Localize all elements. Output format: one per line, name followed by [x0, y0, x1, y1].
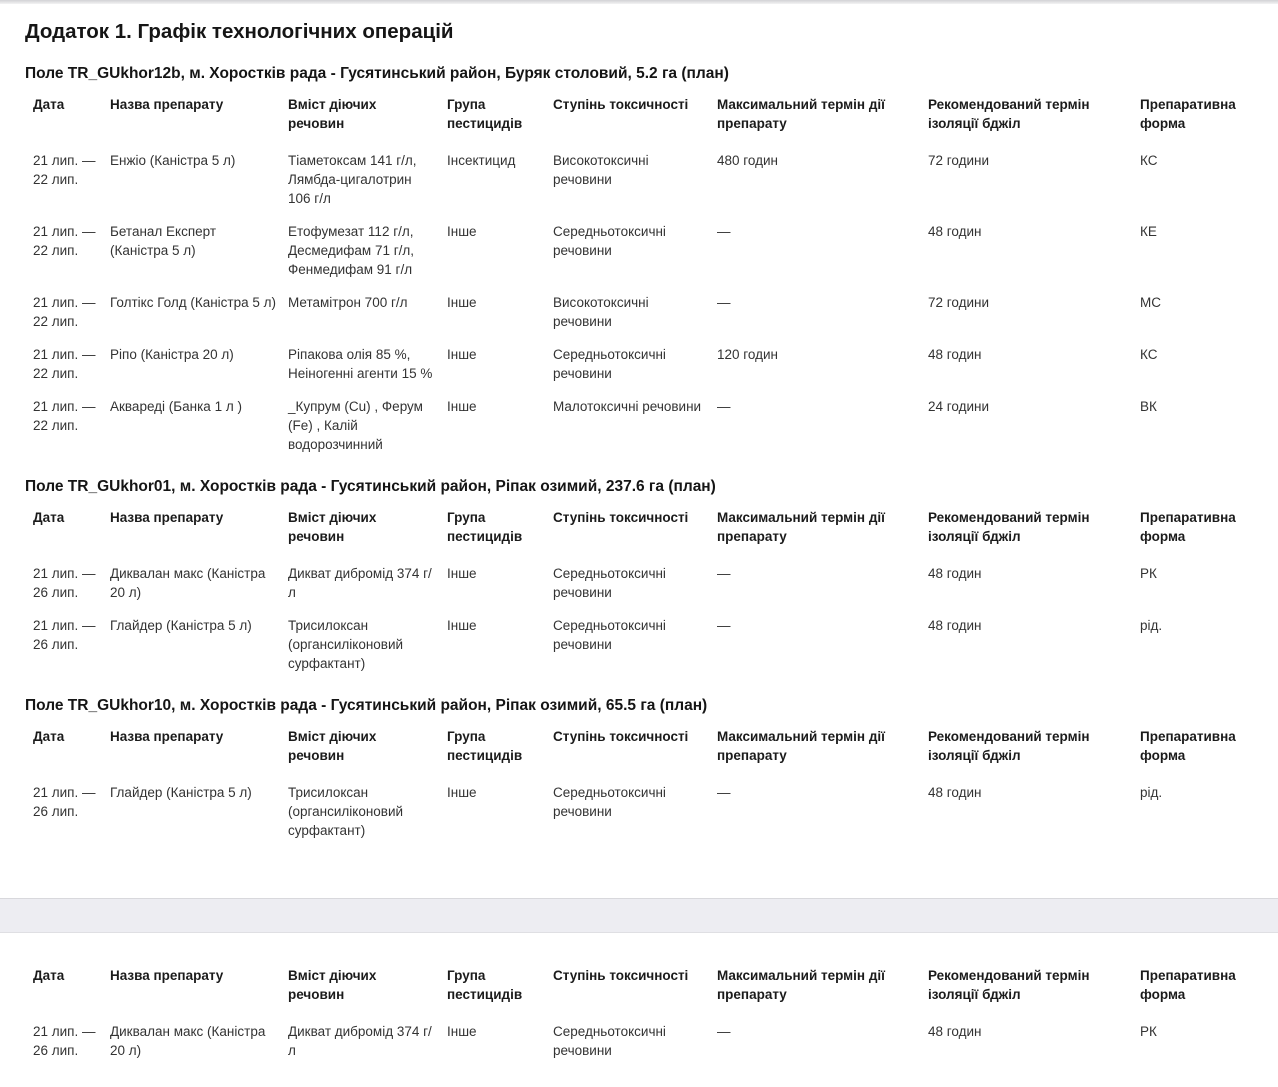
column-header: Назва препарату — [110, 968, 224, 983]
column-header: Дата — [33, 968, 65, 983]
table-cell: Тіаметоксам 141 г/л, Лямбда-цигалотрин 106 г/л — [288, 153, 417, 206]
column-header: Максимальний термін дії препарату — [717, 968, 885, 1002]
table-cell: 48 годин — [928, 347, 982, 362]
document-page-2 — [0, 933, 1278, 1087]
table-cell: Аквареді (Банка 1 л ) — [110, 399, 242, 414]
table-cell: КС — [1140, 153, 1158, 168]
column-header: Назва препарату — [110, 729, 224, 744]
field-section-title: Поле TR_GUkhor01, м. Хоростків рада - Гусятинський район, Ріпак озимий, 237.6 га (план) — [25, 478, 716, 495]
table-cell: Глайдер (Каністра 5 л) — [110, 785, 252, 800]
table-cell: Інше — [447, 566, 477, 581]
table-cell: Бетанал Експерт (Каністра 5 л) — [110, 224, 217, 258]
table-cell: Трисилоксан (органсиліконовий сурфактант) — [288, 785, 404, 838]
table-cell: КС — [1140, 347, 1158, 362]
table-cell: РК — [1140, 566, 1157, 581]
table-cell: Метамітрон 700 г/л — [288, 295, 408, 310]
table-cell: Середньотоксичні речовини — [553, 566, 666, 600]
page-break-gap — [0, 898, 1278, 933]
table-cell: рід. — [1140, 618, 1163, 633]
table-cell: Інше — [447, 347, 477, 362]
column-header: Дата — [33, 510, 65, 525]
table-cell: 480 годин — [717, 153, 778, 168]
table-cell: Дикват дибромід 374 г/л — [288, 1024, 432, 1058]
column-header: Максимальний термін дії препарату — [717, 97, 885, 131]
field-section-title: Поле TR_GUkhor12b, м. Хоростків рада - Гусятинський район, Буряк столовий, 5.2 га (план) — [25, 65, 729, 82]
table-cell: Інше — [447, 1024, 477, 1039]
table-cell: Високотоксичні речовини — [553, 295, 649, 329]
table-cell: — — [717, 295, 731, 310]
table-row — [33, 609, 1250, 680]
table-cell: 48 годин — [928, 1024, 982, 1039]
table-cell: Інсектицид — [447, 153, 516, 168]
table-cell: МС — [1140, 295, 1161, 310]
table-cell: Трисилоксан (органсиліконовий сурфактант) — [288, 618, 404, 671]
table-cell: Середньотоксичні речовини — [553, 224, 666, 258]
table-header-row — [33, 727, 1250, 776]
table-row — [33, 1015, 1250, 1067]
column-header: Група пестицидів — [447, 510, 523, 544]
column-header: Вміст діючих речовин — [288, 97, 377, 131]
table-cell: Енжіо (Каністра 5 л) — [110, 153, 236, 168]
column-header: Максимальний термін дії препарату — [717, 510, 885, 544]
table-header-row — [33, 95, 1250, 144]
column-header: Вміст діючих речовин — [288, 729, 377, 763]
table-header-row — [33, 966, 1250, 1015]
table-cell: Середньотоксичні речовини — [553, 618, 666, 652]
table-cell: Диквалан макс (Каністра 20 л) — [110, 566, 266, 600]
table-cell: 48 годин — [928, 785, 982, 800]
table-row — [33, 286, 1250, 338]
column-header: Максимальний термін дії препарату — [717, 729, 885, 763]
table-cell: — — [717, 566, 731, 581]
table-row — [33, 144, 1250, 215]
table-cell: 72 години — [928, 153, 990, 168]
table-cell: — — [717, 399, 731, 414]
table-cell: Високотоксичні речовини — [553, 153, 649, 187]
table-cell: 120 годин — [717, 347, 778, 362]
table-cell: 48 годин — [928, 566, 982, 581]
column-header: Препаративна форма — [1140, 968, 1236, 1002]
column-header: Група пестицидів — [447, 97, 523, 131]
table-cell: 21 лип. — 26 лип. — [33, 566, 96, 600]
column-header: Група пестицидів — [447, 729, 523, 763]
table-row — [33, 338, 1250, 390]
table-cell: 48 годин — [928, 224, 982, 239]
table-cell: — — [717, 785, 731, 800]
column-header: Ступінь токсичності — [553, 968, 689, 983]
column-header: Рекомендований термін ізоляції бджіл — [928, 97, 1090, 131]
column-header: Препаративна форма — [1140, 510, 1236, 544]
table-cell: рід. — [1140, 785, 1163, 800]
column-header: Рекомендований термін ізоляції бджіл — [928, 510, 1090, 544]
table-cell: Середньотоксичні речовини — [553, 1024, 666, 1058]
table-row — [33, 557, 1250, 609]
table-cell: Інше — [447, 785, 477, 800]
table-row — [33, 776, 1250, 847]
table-cell: 21 лип. — 26 лип. — [33, 1024, 96, 1058]
field-section-1 — [25, 64, 1250, 461]
table-cell: 21 лип. — 22 лип. — [33, 295, 96, 329]
table-cell: Середньотоксичні речовини — [553, 347, 666, 381]
column-header: Вміст діючих речовин — [288, 968, 377, 1002]
table-cell: Дикват дибромід 374 г/л — [288, 566, 432, 600]
table-cell: Диквалан макс (Каністра 20 л) — [110, 1024, 266, 1058]
operations-table-continued — [33, 966, 1250, 1067]
table-cell: Інше — [447, 295, 477, 310]
column-header: Препаративна форма — [1140, 729, 1236, 763]
table-cell: — — [717, 618, 731, 633]
column-header: Препаративна форма — [1140, 97, 1236, 131]
column-header: Група пестицидів — [447, 968, 523, 1002]
table-cell: Малотоксичні речовини — [553, 399, 702, 414]
operations-table — [33, 95, 1250, 461]
table-cell: — — [717, 224, 731, 239]
table-cell: Інше — [447, 399, 477, 414]
table-cell: 48 годин — [928, 618, 982, 633]
table-cell: КЕ — [1140, 224, 1157, 239]
field-section-title: Поле TR_GUkhor10, м. Хоростків рада - Гусятинський район, Ріпак озимий, 65.5 га (план) — [25, 697, 708, 714]
document-title: Додаток 1. Графік технологічних операцій — [25, 20, 454, 43]
table-cell: Голтікс Голд (Каністра 5 л) — [110, 295, 277, 310]
table-cell: 72 години — [928, 295, 990, 310]
table-cell: 24 години — [928, 399, 990, 414]
operations-table — [33, 727, 1250, 847]
table-cell: Інше — [447, 224, 477, 239]
table-cell: 21 лип. — 26 лип. — [33, 785, 96, 819]
table-cell: Глайдер (Каністра 5 л) — [110, 618, 252, 633]
column-header: Вміст діючих речовин — [288, 510, 377, 544]
table-cell: 21 лип. — 22 лип. — [33, 224, 96, 258]
table-cell: Середньотоксичні речовини — [553, 785, 666, 819]
document-page-1 — [0, 4, 1278, 898]
field-section-3 — [25, 696, 1250, 847]
column-header: Ступінь токсичності — [553, 729, 689, 744]
column-header: Назва препарату — [110, 510, 224, 525]
table-cell: Етофумезат 112 г/л, Десмедифам 71 г/л, Фенмедифам 91 г/л — [288, 224, 415, 277]
table-cell: 21 лип. — 26 лип. — [33, 618, 96, 652]
operations-table — [33, 508, 1250, 680]
table-cell: 21 лип. — 22 лип. — [33, 399, 96, 433]
field-section-2 — [25, 477, 1250, 680]
table-cell: 21 лип. — 22 лип. — [33, 153, 96, 187]
table-cell: Інше — [447, 618, 477, 633]
table-row — [33, 215, 1250, 286]
table-row — [33, 390, 1250, 461]
table-header-row — [33, 508, 1250, 557]
column-header: Назва препарату — [110, 97, 224, 112]
table-cell: 21 лип. — 22 лип. — [33, 347, 96, 381]
table-cell: _Купрум (Cu) , Ферум (Fe) , Калій водорозчинний — [288, 399, 423, 452]
table-cell: ВК — [1140, 399, 1157, 414]
table-cell: Ріпо (Каністра 20 л) — [110, 347, 234, 362]
table-cell: — — [717, 1024, 731, 1039]
table-cell: Ріпакова олія 85 %, Неіногенні агенти 15 % — [288, 347, 433, 381]
column-header: Рекомендований термін ізоляції бджіл — [928, 968, 1090, 1002]
column-header: Рекомендований термін ізоляції бджіл — [928, 729, 1090, 763]
table-cell: РК — [1140, 1024, 1157, 1039]
column-header: Дата — [33, 97, 65, 112]
column-header: Ступінь токсичності — [553, 97, 689, 112]
column-header: Дата — [33, 729, 65, 744]
column-header: Ступінь токсичності — [553, 510, 689, 525]
